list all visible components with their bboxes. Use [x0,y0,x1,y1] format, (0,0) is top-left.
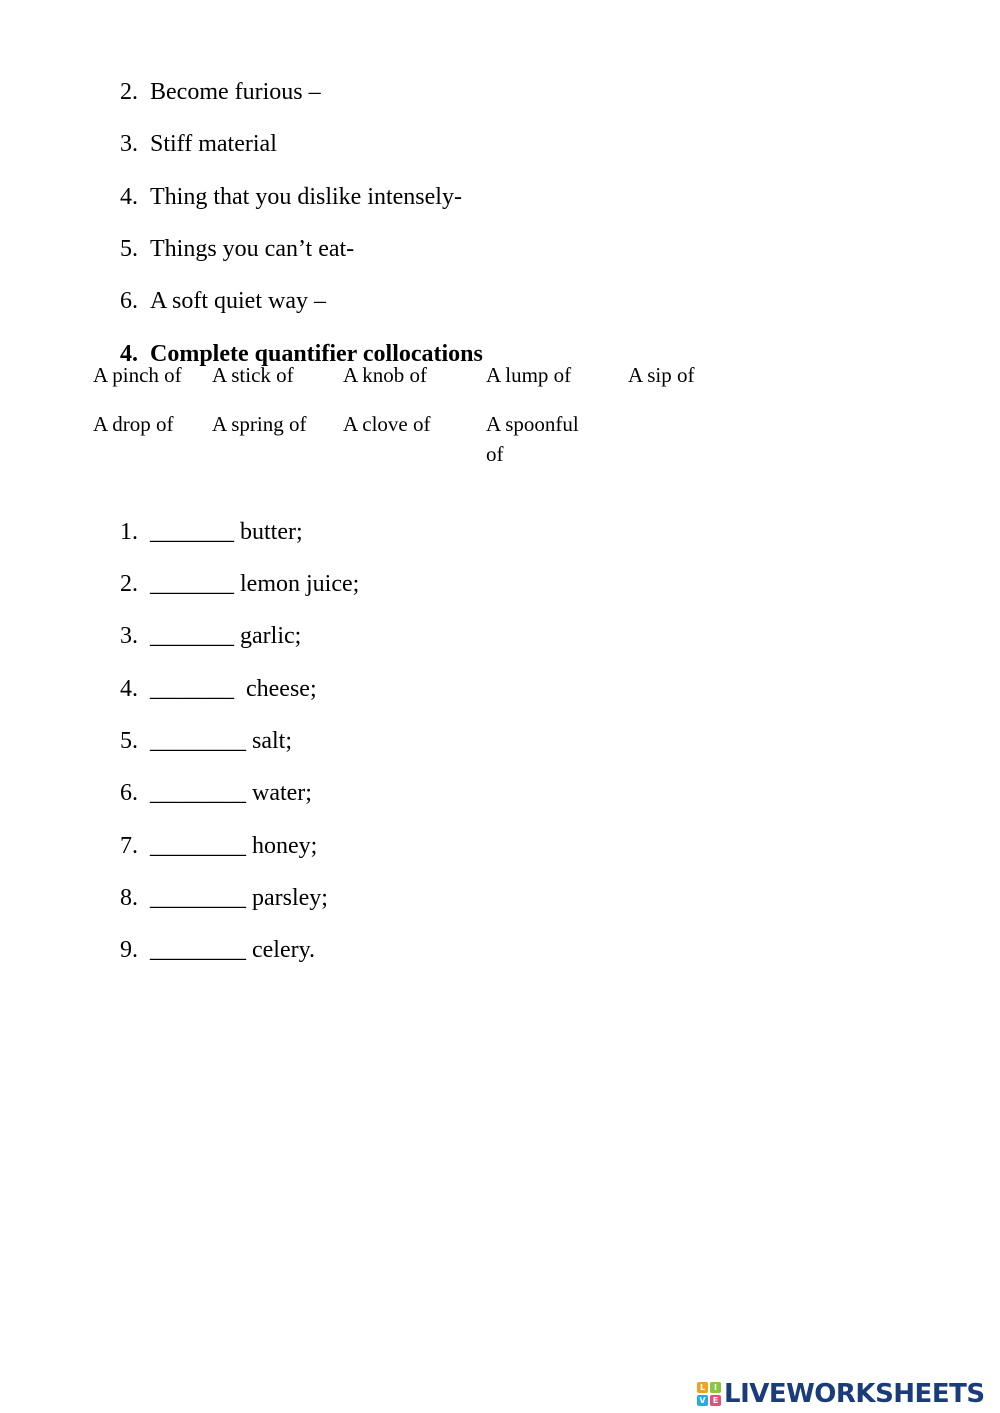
exercise-text: ________ parsley; [150,885,328,911]
exercise-item [108,699,292,755]
exercise-text: ________ water; [150,780,312,806]
definition-number: 2. [120,79,138,105]
definition-text: Things you can’t eat- [150,236,355,262]
definition-number: 4. [120,184,138,210]
exercise-item [108,594,301,650]
word-bank-item: A clove of [343,412,431,436]
exercise-number: 5. [120,728,138,754]
word-bank-item: A spring of [212,412,307,436]
word-bank-item: A sip of [628,363,695,387]
definition-number: 6. [120,288,138,314]
exercise-number: 3. [120,623,138,649]
definition-number: 5. [120,236,138,262]
word-bank-item: A stick of [212,363,294,387]
exercise-text: ________ honey; [150,833,318,859]
exercise-number: 2. [120,571,138,597]
exercise-text: _______ butter; [150,519,303,545]
word-bank-item: A drop of [93,412,174,436]
word-bank-item: A spoonful of [486,412,579,466]
exercise-text: _______ garlic; [150,623,302,649]
exercise-text: ________ salt; [150,728,292,754]
exercise-number: 1. [120,519,138,545]
word-bank-item: A knob of [343,363,427,387]
definition-item [108,155,462,211]
definition-item [108,207,354,263]
exercise-item [108,908,315,964]
definition-item [108,50,321,106]
logo-mark-tile: V [697,1395,708,1406]
logo-mark-tile: L [697,1382,708,1393]
exercise-item [108,751,312,807]
exercise-item [108,647,317,703]
exercise-number: 8. [120,885,138,911]
exercise-number: 7. [120,833,138,859]
logo-mark-tile: E [710,1395,721,1406]
word-bank-item: A pinch of [93,363,182,387]
exercise-text: _______ cheese; [150,676,317,702]
exercise-number: 9. [120,937,138,963]
exercise-item [108,490,303,546]
section-number: 4. [120,341,138,367]
exercise-item [108,542,359,598]
exercise-text: ________ celery. [150,937,316,963]
definition-text: A soft quiet way – [150,288,326,314]
logo-text: LIVEWORKSHEETS [724,1379,985,1409]
definition-text: Stiff material [150,131,277,157]
exercise-item [108,856,328,912]
liveworksheets-logo [697,1378,985,1410]
definition-text: Thing that you dislike intensely- [150,184,462,210]
definition-item [108,259,326,315]
word-bank-item: A lump of [486,363,572,387]
exercise-text: _______ lemon juice; [150,571,360,597]
section-title: Complete quantifier collocations [150,341,483,367]
exercise-number: 4. [120,676,138,702]
definition-number: 3. [120,131,138,157]
logo-mark-icon [697,1382,721,1406]
definition-item [108,102,277,158]
logo-mark-tile: I [710,1382,721,1393]
exercise-item [108,804,317,860]
exercise-number: 6. [120,780,138,806]
definition-text: Become furious – [150,79,321,105]
